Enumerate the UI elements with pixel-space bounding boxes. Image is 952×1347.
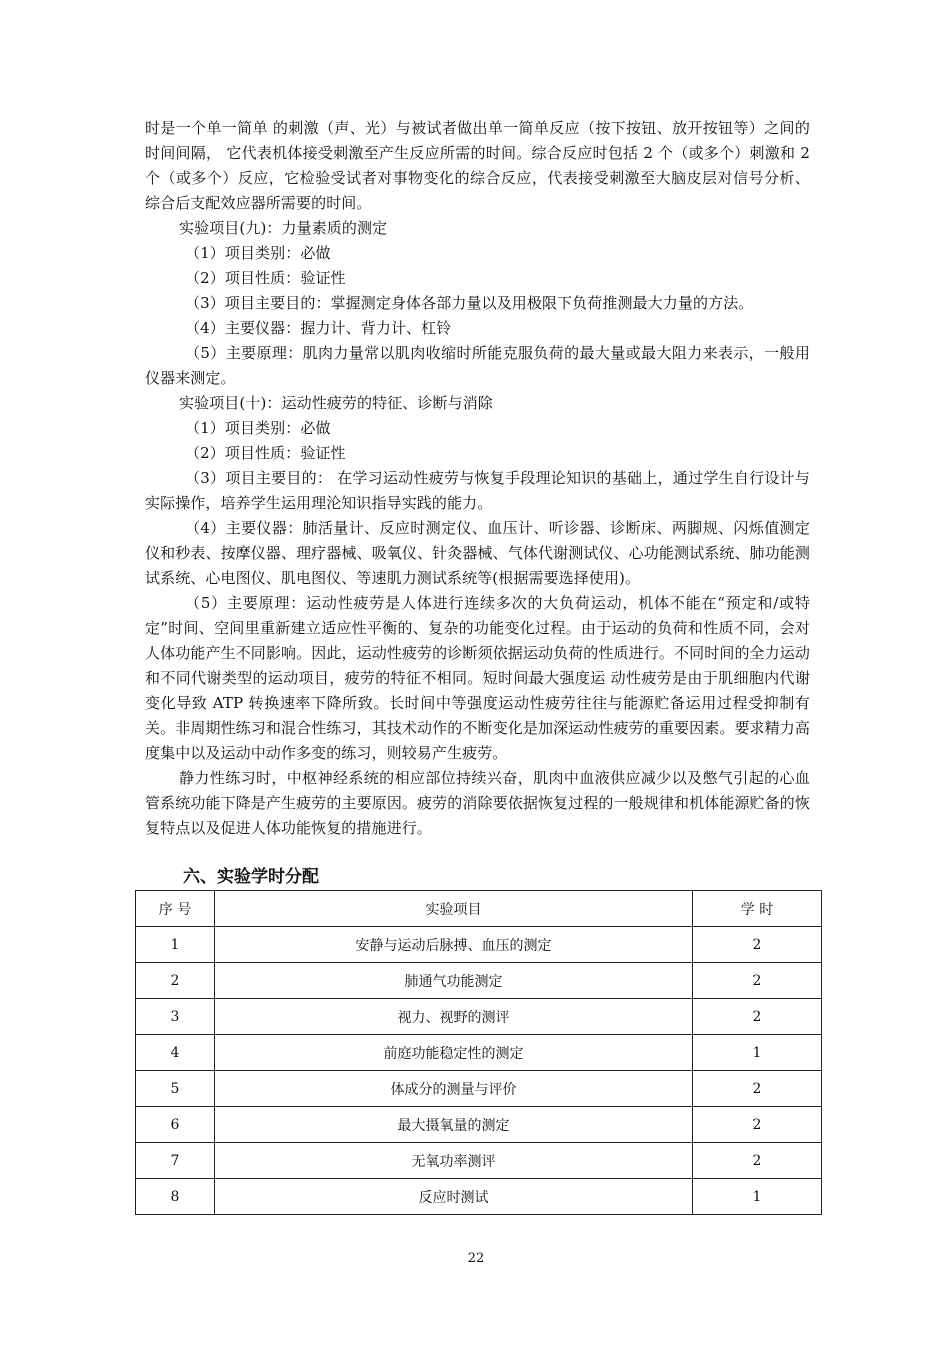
table-row	[136, 963, 822, 999]
cell-hours: 1	[693, 1035, 822, 1071]
item-principle: （5）主要原理：运动性疲劳是人体进行连续多次的大负荷运动，机体不能在“预定和/或特定”时间、空间里重新建立适应性平衡的、复杂的功能变化过程。由于运动的负荷和性质不同，会对人体功能产生不同影响。因此，运动性疲劳的诊断须依据运动负荷的性质进行。不同时间的全力运动和不同代谢类型的运动项目，疲劳的特征不相同。短时间最大强度运 动性疲劳是由于肌细胞内代谢变化导致 ATP 转换速率下降所致。长时间中等强度运动性疲劳往往与能源贮备运用过程受抑制有关。非周期性练习和混合性练习，其技术动作的不断变化是加深运动性疲劳的重要因素。要求精力高度集中以及运动中动作多变的练习，则较易产生疲劳。	[145, 594, 810, 762]
item-purpose: （3）项目主要目的：掌握测定身体各部力量以及用极限下负荷推测最大力量的方法。	[185, 294, 754, 312]
page-number: 22	[467, 1251, 485, 1266]
hours-table	[135, 890, 822, 1215]
item-nature: （2）项目性质：验证性	[185, 269, 346, 287]
cell-hours: 2	[693, 963, 822, 999]
cell-hours: 2	[693, 927, 822, 963]
header-index: 序 号	[136, 891, 215, 927]
cell-index: 1	[136, 927, 215, 963]
item-principle: （5）主要原理：肌肉力量常以肌肉收缩时所能克服负荷的最大量或最大阻力来表示，一般用仪器来测定。	[145, 344, 810, 387]
cell-index: 8	[136, 1179, 215, 1215]
table-row	[136, 1143, 822, 1179]
table-row	[136, 1071, 822, 1107]
item-nature: （2）项目性质：验证性	[185, 444, 346, 462]
section-heading: 六、实验学时分配	[183, 867, 319, 887]
table-header-row	[136, 891, 822, 927]
cell-item: 安静与运动后脉搏、血压的测定	[215, 927, 693, 963]
cell-index: 4	[136, 1035, 215, 1071]
item-category: （1）项目类别：必做	[185, 244, 331, 262]
table-row	[136, 1035, 822, 1071]
cell-index: 5	[136, 1071, 215, 1107]
cell-hours: 1	[693, 1179, 822, 1215]
item-instruments: （4）主要仪器：握力计、背力计、杠铃	[185, 319, 452, 337]
item-purpose: （3）项目主要目的： 在学习运动性疲劳与恢复手段理论知识的基础上，通过学生自行设计与实际操作，培养学生运用理沦知识指导实践的能力。	[145, 469, 810, 512]
paragraph: 静力性练习时，中枢神经系统的相应部位持续兴奋，肌肉中血液供应减少以及憋气引起的心血管系统功能下降是产生疲劳的主要原因。疲劳的消除要依据恢复过程的一般规律和机体能源贮备的恢复特点以及促进人体功能恢复的措施进行。	[145, 769, 810, 837]
cell-item: 体成分的测量与评价	[215, 1071, 693, 1107]
body-text	[145, 116, 810, 841]
table-row	[136, 927, 822, 963]
item-instruments: （4）主要仪器：肺活量计、反应时测定仪、血压计、听诊器、诊断床、两脚规、闪烁值测定仪和秒表、按摩仪器、理疗器械、吸氧仪、针灸器械、气体代谢测试仪、心功能测试系统、肺功能测试系统、心电图仪、肌电图仪、等速肌力测试系统等(根据需要选择使用)。	[145, 519, 810, 587]
cell-item: 视力、视野的测评	[215, 999, 693, 1035]
cell-hours: 2	[693, 1107, 822, 1143]
item-category: （1）项目类别：必做	[185, 419, 331, 437]
header-item: 实验项目	[215, 891, 693, 927]
cell-index: 2	[136, 963, 215, 999]
experiment-title-10: 实验项目(十)：运动性疲劳的特征、诊断与消除	[179, 394, 493, 412]
cell-item: 无氧功率测评	[215, 1143, 693, 1179]
cell-item: 最大摄氧量的测定	[215, 1107, 693, 1143]
cell-item: 肺通气功能测定	[215, 963, 693, 999]
table-row	[136, 999, 822, 1035]
cell-item: 前庭功能稳定性的测定	[215, 1035, 693, 1071]
cell-index: 6	[136, 1107, 215, 1143]
cell-hours: 2	[693, 999, 822, 1035]
cell-hours: 2	[693, 1071, 822, 1107]
cell-hours: 2	[693, 1143, 822, 1179]
header-hours: 学 时	[693, 891, 822, 927]
table-row	[136, 1107, 822, 1143]
cell-index: 7	[136, 1143, 215, 1179]
experiment-title-9: 实验项目(九)：力量素质的测定	[179, 219, 388, 237]
table-row	[136, 1179, 822, 1215]
cell-index: 3	[136, 999, 215, 1035]
paragraph: 时是一个单一简单 的刺激（声、光）与被试者做出单一简单反应（按下按钮、放开按钮等）之间的时间间隔， 它代表机体接受刺激至产生反应所需的时间。综合反应时包括 2 个（或多个）刺激和 2 个（或多个）反应，它检验受试者对事物变化的综合反应，代表接受刺激至大脑皮层对信号分析、 综合后支配效应器所需要的时间。	[145, 119, 810, 212]
cell-item: 反应时测试	[215, 1179, 693, 1215]
